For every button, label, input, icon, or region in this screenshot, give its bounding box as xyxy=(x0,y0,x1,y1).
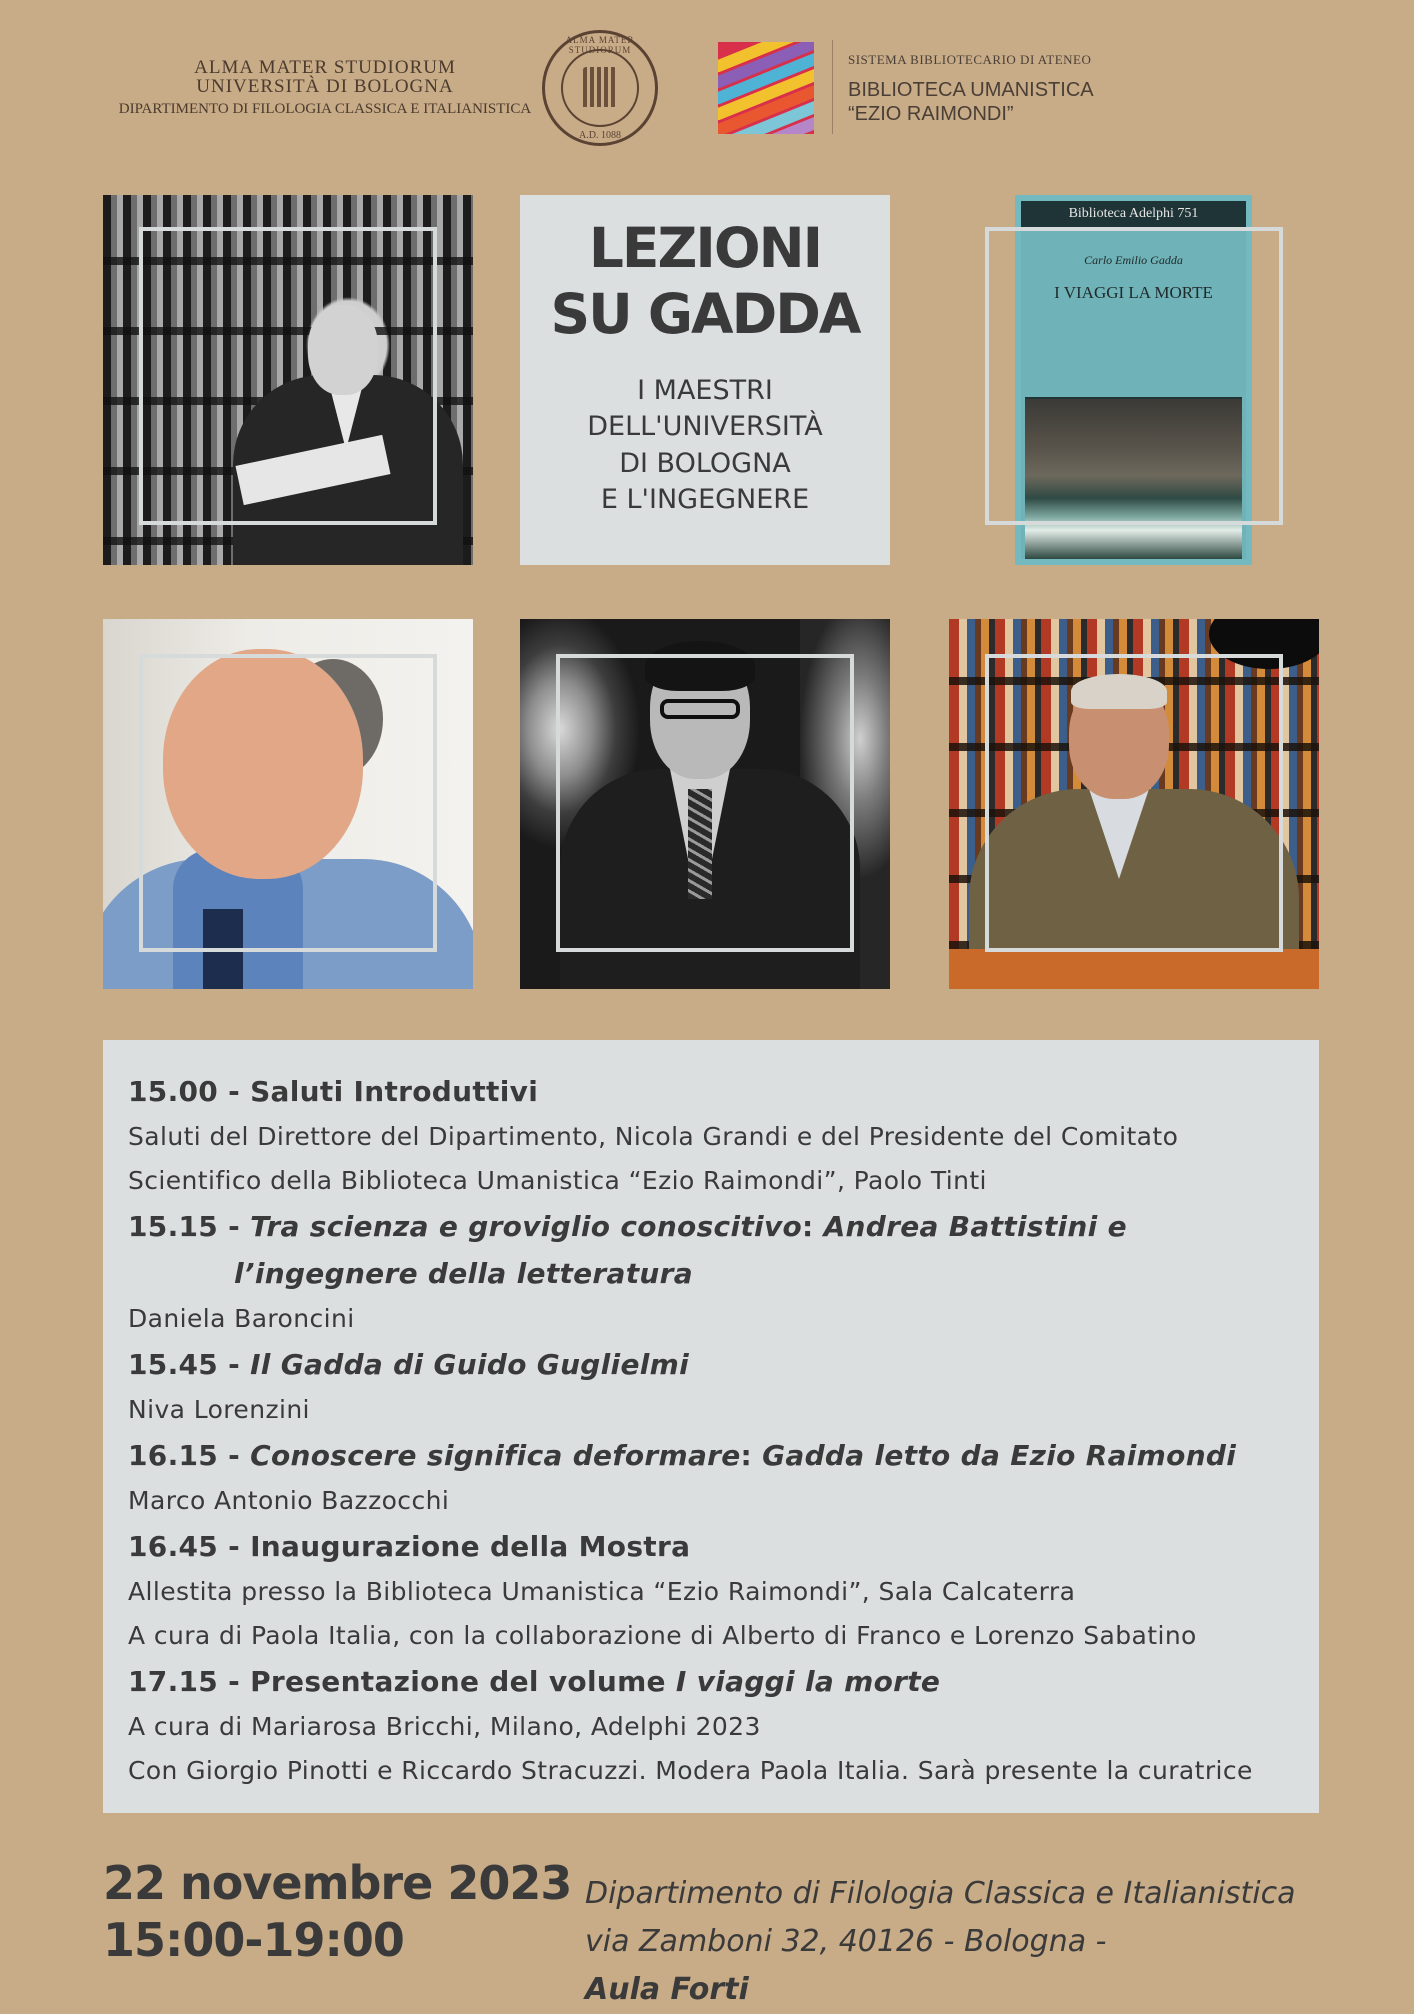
program-title-separator: : xyxy=(802,1210,824,1243)
photo-frame-3 xyxy=(556,654,854,952)
subtitle-line: I MAESTRI xyxy=(637,375,773,406)
book-title: I VIAGGI LA MORTE xyxy=(1054,283,1213,302)
event-date: 22 novembre 2023 xyxy=(103,1856,572,1910)
program-title: Il Gadda di Guido Guglielmi xyxy=(250,1348,690,1381)
program-panel xyxy=(103,1040,1319,1813)
program-title-book: I viaggi la morte xyxy=(675,1665,941,1698)
event-hours: 15:00-19:00 xyxy=(103,1913,404,1967)
program-detail: Con Giorgio Pinotti e Riccardo Stracuzzi. Modera Paola Italia. Sarà presente la curatrice xyxy=(128,1756,1253,1785)
venue-room: Aula Forti xyxy=(585,1972,749,2007)
book-series: Biblioteca Adelphi 751 xyxy=(1021,201,1246,227)
program-detail: Saluti del Direttore del Dipartimento, Nicola Grandi e del Presidente del Comitato xyxy=(128,1122,1179,1151)
program-item-heading xyxy=(128,1432,1295,1479)
program-time: 15.00 - xyxy=(128,1075,251,1108)
program-detail: Scientifico della Biblioteca Umanistica “Ezio Raimondi”, Paolo Tinti xyxy=(128,1166,987,1195)
photo-frame-1 xyxy=(139,227,437,525)
subtitle xyxy=(520,373,890,519)
program-detail: A cura di Mariarosa Bricchi, Milano, Adelphi 2023 xyxy=(128,1712,761,1741)
university-line1: ALMA MATER STUDIORUM xyxy=(194,57,456,78)
program-speaker: Niva Lorenzini xyxy=(128,1395,310,1424)
program-title-continuation: l’ingegnere della letteratura xyxy=(234,1257,693,1290)
program-item xyxy=(128,1658,1295,1793)
program-title: Saluti Introduttivi xyxy=(250,1075,539,1108)
university-seal-logo xyxy=(542,30,658,146)
photo-frame-4 xyxy=(985,654,1283,952)
program-item-heading xyxy=(128,1658,1295,1705)
program-title: Tra scienza e groviglio conoscitivo xyxy=(250,1210,803,1243)
library-logo xyxy=(718,42,814,134)
library-name-line2: “EZIO RAIMONDI” xyxy=(848,103,1014,125)
event-venue-block xyxy=(585,1870,1296,2014)
seal-ring-text: ALMA MATER STUDIORUM xyxy=(565,35,635,55)
program-item-heading xyxy=(128,1523,1295,1570)
program-time: 17.15 - xyxy=(128,1665,251,1698)
program-title: Andrea Battistini e xyxy=(823,1210,1127,1243)
seal-building-icon xyxy=(583,67,617,107)
program-item-heading xyxy=(128,1341,1295,1388)
subtitle-line: DI BOLOGNA xyxy=(619,447,791,479)
program-item xyxy=(128,1432,1295,1523)
program-title: Presentazione del volume xyxy=(250,1665,676,1698)
event-date-block xyxy=(103,1855,571,1969)
photo-frame-2 xyxy=(139,654,437,952)
program-item xyxy=(128,1341,1295,1432)
title-panel xyxy=(520,195,890,565)
program-title: Gadda letto da Ezio Raimondi xyxy=(762,1439,1237,1472)
venue-department: Dipartimento di Filologia Classica e Italianistica xyxy=(585,1876,1296,1911)
university-line2: UNIVERSITÀ DI BOLOGNA xyxy=(196,76,454,97)
venue-street: via Zamboni 32, 40126 - Bologna - xyxy=(585,1924,1107,1959)
title-line1: LEZIONI xyxy=(588,216,822,280)
program-speaker: Marco Antonio Bazzocchi xyxy=(128,1486,450,1515)
library-name-line1: BIBLIOTECA UMANISTICA xyxy=(848,79,1094,101)
department-name: DIPARTIMENTO DI FILOLOGIA CLASSICA E ITALIANISTICA xyxy=(118,101,532,117)
subtitle-line: E L'INGEGNERE xyxy=(600,484,810,516)
program-item xyxy=(128,1068,1295,1203)
title-line2: SU GADDA xyxy=(550,282,860,346)
university-name-block xyxy=(110,58,540,117)
photo-frame-book xyxy=(985,227,1283,525)
program-item xyxy=(128,1203,1295,1341)
program-item-heading xyxy=(128,1203,1295,1297)
program-title: Inaugurazione della Mostra xyxy=(250,1530,691,1563)
program-time: 16.15 - xyxy=(128,1439,251,1472)
seal-year: A.D. 1088 xyxy=(579,130,621,141)
program-time: 16.45 - xyxy=(128,1530,251,1563)
program-item xyxy=(128,1523,1295,1658)
library-system: SISTEMA BIBLIOTECARIO DI ATENEO xyxy=(848,52,1092,67)
program-time: 15.15 - xyxy=(128,1210,251,1243)
book-author: Carlo Emilio Gadda xyxy=(1084,253,1183,267)
program-detail: A cura di Paola Italia, con la collaborazione di Alberto di Franco e Lorenzo Sabatino xyxy=(128,1621,1197,1650)
subtitle-line: DELL'UNIVERSITÀ xyxy=(587,411,823,443)
program-detail: Allestita presso la Biblioteca Umanistica “Ezio Raimondi”, Sala Calcaterra xyxy=(128,1577,1076,1606)
program-speaker: Daniela Baroncini xyxy=(128,1304,355,1333)
program-time: 15.45 - xyxy=(128,1348,251,1381)
library-divider xyxy=(832,40,833,134)
library-name-block xyxy=(848,52,1094,126)
program-item-heading xyxy=(128,1068,1295,1115)
program-title-separator: : xyxy=(740,1439,763,1472)
program-title: Conoscere significa deformare xyxy=(250,1439,741,1472)
